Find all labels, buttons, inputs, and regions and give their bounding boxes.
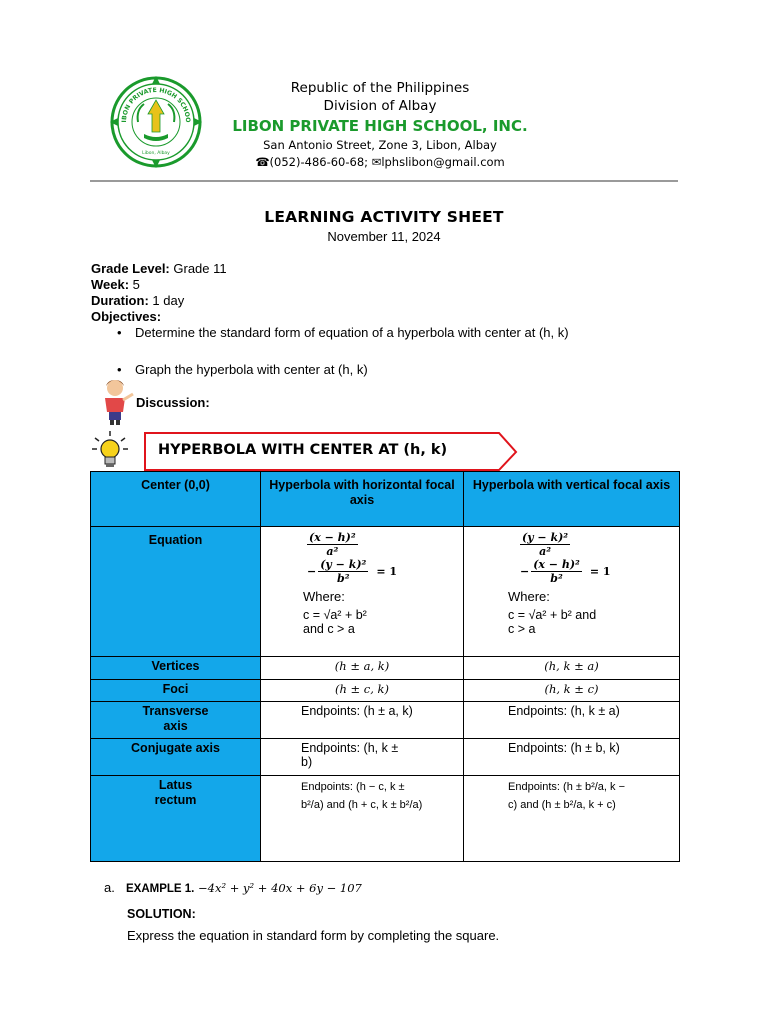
hyperbola-properties-table — [90, 471, 680, 862]
transverse-vertical: Endpoints: (h, k ± a) — [464, 702, 680, 739]
objectives-heading: Objectives: — [91, 309, 162, 324]
banner-title: HYPERBOLA WITH CENTER AT (h, k) — [158, 442, 448, 458]
page-title: LEARNING ACTIVITY SHEET — [264, 208, 504, 226]
label-vertices: Vertices — [91, 657, 261, 680]
teacher-icon — [95, 376, 135, 426]
vertices-vertical: (h, k ± a) — [464, 657, 680, 680]
table-row-equation — [91, 527, 680, 657]
foci-vertical: (h, k ± c) — [464, 680, 680, 702]
header-divider — [90, 180, 678, 182]
lightbulb-icon — [90, 430, 130, 470]
table-row-transverse — [91, 702, 680, 739]
header-horizontal: Hyperbola with horizontal focal axis — [261, 472, 464, 527]
equation-horizontal: (x − h)² a² − $\frac{\text{(y − k)²}}{\text{b²}}$ = 1 Where: c = √a² + b² and c > a — [261, 527, 464, 657]
table-row-conjugate — [91, 739, 680, 776]
header-center: Center (0,0) — [91, 472, 261, 527]
table-header-row — [91, 472, 680, 527]
header-division: Division of Albay — [323, 98, 437, 114]
conjugate-horizontal: Endpoints: (h, k ± b) — [261, 739, 464, 776]
solution-heading: SOLUTION: — [127, 907, 196, 921]
duration: Duration: 1 day — [91, 293, 185, 308]
latus-vertical: Endpoints: (h ± b²/a, k − c) and (h ± b²/a, k + c) — [464, 776, 680, 862]
page-date: November 11, 2024 — [327, 229, 441, 244]
label-latus: Latus rectum — [91, 776, 261, 862]
table-row-latus — [91, 776, 680, 862]
header-republic: Republic of the Philippines — [290, 80, 470, 96]
school-logo — [108, 74, 204, 170]
discussion-heading: Discussion: — [136, 395, 210, 410]
header-school-name: LIBON PRIVATE HIGH SCHOOL, INC. — [232, 117, 528, 135]
vertices-horizontal: (h ± a, k) — [261, 657, 464, 680]
logo-arc-text: IBON PRIVATE HIGH SCHOO — [120, 86, 192, 123]
label-foci: Foci — [91, 680, 261, 702]
header-address: San Antonio Street, Zone 3, Libon, Albay — [263, 138, 497, 152]
label-conjugate: Conjugate axis — [91, 739, 261, 776]
label-equation: Equation — [91, 527, 261, 657]
latus-horizontal: Endpoints: (h − c, k ± b²/a) and (h + c, k ± b²/a) — [261, 776, 464, 862]
conjugate-vertical: Endpoints: (h ± b, k) — [464, 739, 680, 776]
equation-vertical: (y − k)² a² − $\frac{\text{(x − h)²}}{\text{b²}}$ = 1 Where: c = √a² + b² and c > a — [464, 527, 680, 657]
table-row-foci — [91, 680, 680, 702]
header-contact: ☎(052)-486-60-68; ✉lphslibon@gmail.com — [255, 155, 505, 169]
logo-place-text: Libon, Albay — [142, 151, 170, 156]
header-vertical: Hyperbola with vertical focal axis — [464, 472, 680, 527]
solution-instruction: Express the equation in standard form by completing the square. — [127, 928, 500, 943]
week: Week: 5 — [91, 277, 140, 292]
grade-level: Grade Level: Grade 11 — [91, 261, 227, 276]
label-transverse: Transverse axis — [91, 702, 261, 739]
foci-horizontal: (h ± c, k) — [261, 680, 464, 702]
transverse-horizontal: Endpoints: (h ± a, k) — [261, 702, 464, 739]
table-row-vertices — [91, 657, 680, 680]
